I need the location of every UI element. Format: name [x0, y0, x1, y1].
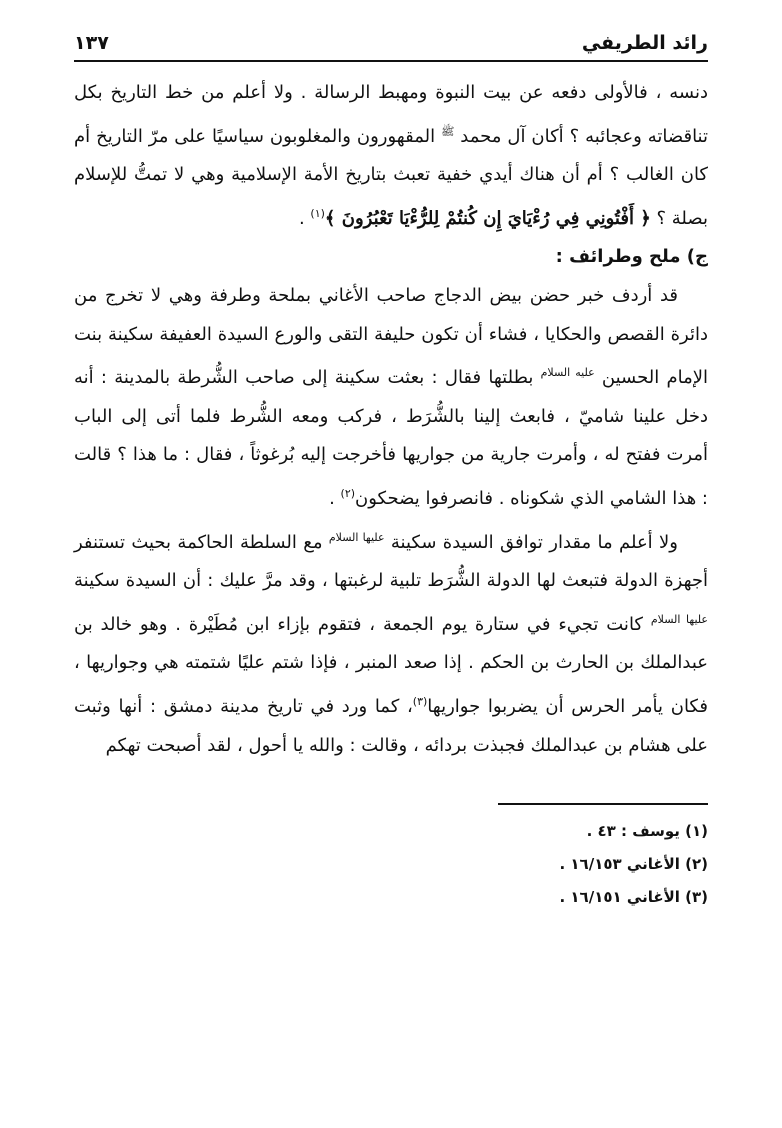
quran-verse: ﴿ أَفْتُونِي فِي رُءْيَايَ إِن كُنتُمْ لِلرُّءْيَا تَعْبُرُونَ ﴾	[324, 207, 651, 229]
honorific-mark: عليها السلام	[650, 612, 708, 626]
footnote-1: (١) يوسف : ٤٣ .	[586, 822, 708, 841]
page-number: ١٣٧	[74, 32, 109, 54]
footnote-ref-2[interactable]: (٢)	[340, 486, 356, 500]
honorific-mark: عليها السلام	[328, 530, 385, 544]
footnote-ref-1[interactable]: (١)	[310, 206, 325, 220]
section-heading: ج) ملح وطرائف :	[555, 246, 708, 268]
paragraph-3: ولا أعلم ما مقدار توافق السيدة سكينة $^{عليها السلام}$ مع السلطة الحاكمة بحيث تستنفر أجهزة الدولة فتبعث لها الدولة الشُّرَط تلبية لرغبتها ، وقد مرَّ عليك : أن السيدة سكينة $^{عليها السلام}$ كانت تجيء في ستارة يوم الجمعة ، فتقوم بإزاء ابن مُطَيْرة . وهو خالد بن عبدالملك بن الحارث بن الحكم . إذا صعد المنبر ، فإذا شتم عليًا شتمته هي وجواريها ، فكان يأمر الحرس أن يضربوا جواريها$^{(٣)}$، كما ورد في تاريخ مدينة دمشق : أنها وثبت على هشام بن عبدالملك فجبذت بردائه ، وقالت : والله يا أحول ، لقد أصبحت تهكم	[74, 530, 708, 756]
paragraph-2: قد أردف خبر حضن بيض الدجاج صاحب الأغاني بملحة وطرفة وهي لا تخرج من دائرة القصص والحكايا ، فشاء أن تكون حليفة التقى والورع السيدة العفيفة سكينة بنت الإمام الحسين $^{عليه السلام}$ بطلتها فقال : بعثت سكينة إلى صاحب الشُّرطة بالمدينة : أنه دخل علينا شاميّ ، فابعث إلينا بالشُّرَط ، فركب ومعه الشُّرط فلما أتى إلى الباب أمرت ففتح له ، وأمرت جارية من جواريها فأخرجت إليه بُرغوثاً ، فقال : ما هذا ؟ قالت : هذا الشامي الذي شكوناه . فانصرفوا يضحكون$^{(٢)}$ .	[74, 284, 709, 509]
body-text	[74, 74, 708, 765]
running-title: رائد الطريفي	[581, 32, 708, 54]
paragraph-1: دنسه ، فالأولى دفعه عن بيت النبوة ومهبط الرسالة . ولا أعلم من خط التاريخ بكل تناقضاته وعجائبه ؟ أكان آل محمد $^ﷺ$ المقهورون والمغلوبون سياسيًا على مرّ التاريخ أم كان الغالب ؟ أم أن هناك أيدي خفية تعبث بتاريخ الأمة الإسلامية وهي لا تمتُّ للإسلام بصلة ؟ ﴿ أَفْتُونِي فِي رُءْيَايَ إِن كُنتُمْ لِلرُّءْيَا تَعْبُرُونَ ﴾$^{(١)}$ .	[74, 82, 709, 229]
footnote-3: (٣) الأغاني ١٦/١٥١ .	[559, 888, 708, 907]
footnote-2: (٢) الأغاني ١٦/١٥٣ .	[559, 855, 708, 874]
honorific-mark: عليه السلام	[540, 366, 595, 380]
footnotes	[74, 815, 708, 914]
page-header	[74, 22, 708, 54]
book-page	[74, 22, 708, 914]
footnote-ref-3[interactable]: (٣)	[412, 694, 428, 708]
footnote-rule	[498, 803, 708, 805]
honorific-mark: ﷺ	[441, 124, 455, 138]
header-rule	[74, 60, 708, 62]
